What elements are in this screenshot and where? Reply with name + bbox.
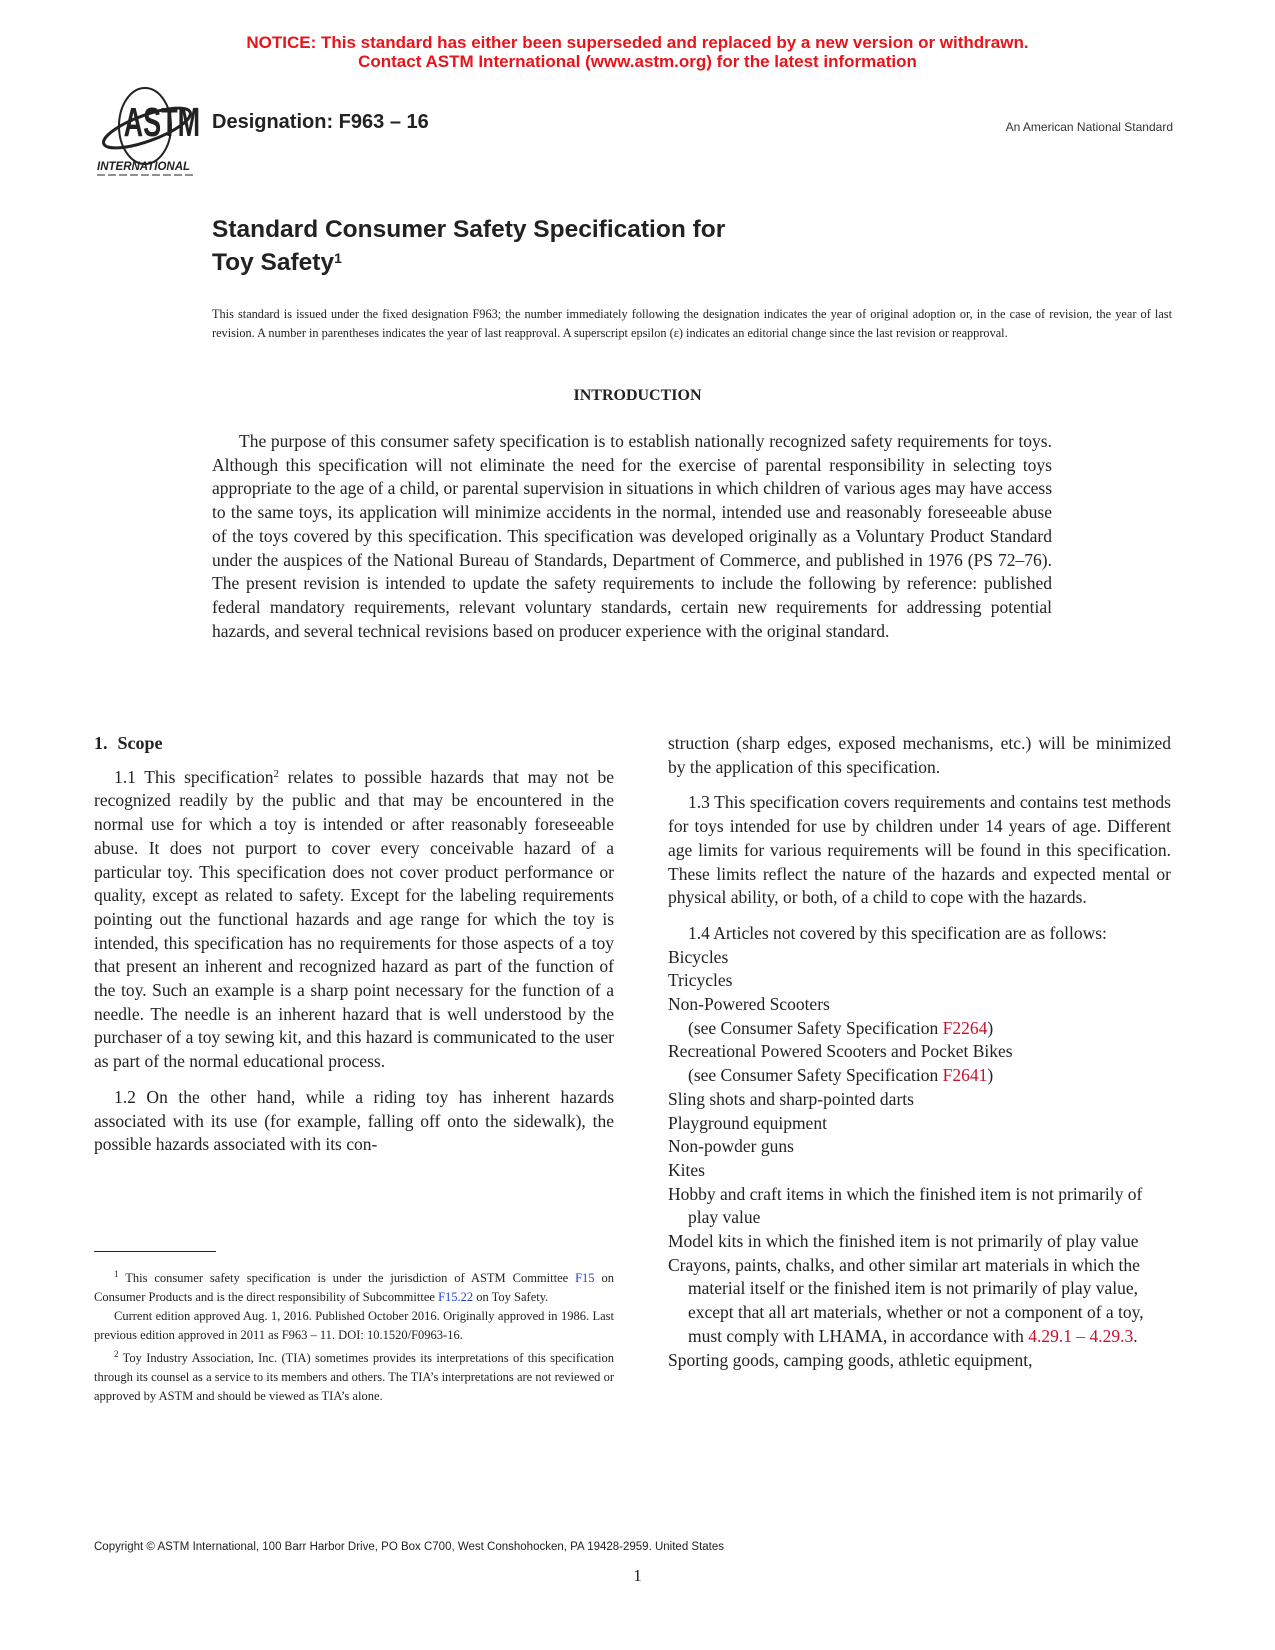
list-item: Model kits in which the finished item is not primarily of play value <box>668 1231 1139 1252</box>
copyright-notice: Copyright © ASTM International, 100 Barr Harbor Drive, PO Box C700, West Conshohocken, PA 19428-2959. United States <box>94 1541 725 1553</box>
page-number: 1 <box>633 1566 642 1585</box>
excluded-articles-list <box>668 946 1171 1373</box>
section-heading-scope: 1. Scope <box>94 733 163 753</box>
supersession-notice <box>0 33 1275 71</box>
footnote-2-mark[interactable]: 2 <box>273 767 279 780</box>
paragraph-1-2: 1.2 On the other hand, while a riding toy has inherent hazards associated with its use (for example, falling off onto the sidewalk), the possible hazards associated with its con- <box>94 1086 614 1155</box>
reference-link[interactable]: 4.29.1 – 4.29.3 <box>1028 1325 1134 1346</box>
list-item: Hobby and craft items in which the finished item is not primarily of play value <box>668 1183 1143 1228</box>
paragraph-1-3: 1.3 This specification covers requirements and contains test methods for toys intended for use by children under 14 years of age. Different age limits for various requirements will be found in this specification. These limits reflect the nature of the hazards and expected mental or physical ability, or both, of a child to cope with the hazards. <box>668 792 1171 908</box>
reference-link[interactable]: F2641 <box>942 1065 988 1086</box>
title-line-2: Toy Safety$^1$ <box>212 249 342 276</box>
introduction-body <box>212 430 1052 643</box>
title-line-1: Standard Consumer Safety Specification for <box>212 216 726 243</box>
footnotes <box>94 1265 614 1406</box>
footnote-divider <box>94 1251 216 1252</box>
edition-note: Current edition approved Aug. 1, 2016. Published October 2016. Originally approved in 1986. Last previous edition approved in 2011 as F963 – 11. DOI: 10.1520/F0963-16. <box>94 1309 614 1343</box>
notice-line-2: Contact ASTM International (www.astm.org) for the latest information <box>358 52 917 71</box>
list-item: Non-powder guns <box>668 1136 794 1157</box>
notice-line-1: NOTICE: This standard has either been superseded and replaced by a new version or withdrawn. <box>246 33 1029 52</box>
introduction-paragraph: The purpose of this consumer safety specification is to establish nationally recognized safety requirements for toys. Although this specification will not eliminate the need for the exercise of parental responsibility in selecting toys appropriate to the age of a child, or parental supervision in situations in which children of various ages may have access to the same toys, its application will minimize accidents in the normal, intended use and reasonably foreseeable abuse of the toys covered by this specification. This specification was developed originally as a Voluntary Product Standard under the auspices of the National Bureau of Standards, Department of Commerce, and published in 1976 (PS 72–76). The present revision is intended to update the safety requirements to include the following by reference: published federal mandatory requirements, relevant voluntary standards, certain new requirements for addressing potential hazards, and several technical revisions based on producer experience with the original standard. <box>212 431 1052 641</box>
list-item: Bicycles <box>668 946 729 967</box>
footnote-1: $^1$ This consumer safety specification is under the jurisdiction of ASTM Committee F15 on Consumer Products and is the direct responsibility of Subcommittee F15.22 on Toy Safety. <box>94 1269 615 1305</box>
paragraph-1-1: 1.1 This specification$^2$ relates to possible hazards that may not be recognized readily by the public and that may be encountered in the normal use for which a toy is intended or after reasonably foreseeable abuse. It does not purport to cover every conceivable hazard of a particular toy. This specification does not cover product performance or quality, except as related to safety. Except for the labeling requirements pointing out the functional hazards and age range for which the toy is intended, this specification has no requirements for those aspects of a toy that present an inherent and recognized hazard as part of the function of the toy. Such an example is a sharp point necessary for the function of a needle. The needle is an inherent hazard that is well understood by the purchaser of a toy sewing kit, and this hazard is communicated to the user as part of the normal educational process. <box>94 766 614 1072</box>
list-item: Tricycles <box>668 970 733 991</box>
issuance-note: This standard is issued under the fixed designation F963; the number immediately following the designation indicates the year of original adoption or, in the case of revision, the year of last revision. A number in parentheses indicates the year of last reapproval. A superscript epsilon (ε) indicates an editorial change since the last revision or reapproval. <box>212 307 1172 340</box>
reference-link[interactable]: F2264 <box>942 1017 988 1038</box>
list-item: Non-Powered Scooters <box>668 994 830 1015</box>
link-f15[interactable]: F15 <box>575 1271 595 1286</box>
list-item: Sling shots and sharp-pointed darts <box>668 1088 914 1109</box>
list-item: (see Consumer Safety Specification F2641) <box>688 1065 994 1086</box>
list-item: Kites <box>668 1159 705 1180</box>
list-item: Sporting goods, camping goods, athletic equipment, <box>668 1349 1033 1370</box>
list-item: (see Consumer Safety Specification F2264) <box>688 1017 994 1038</box>
right-column <box>668 732 1171 1372</box>
list-item: Crayons, paints, chalks, and other similar art materials in which the material itself or the finished item is not primarily of play value, except that all art materials, whether or not a component of a toy, must comply with LHAMA, in accordance with 4.29.1 – 4.29.3. <box>668 1254 1144 1346</box>
paragraph-1-2-continued: struction (sharp edges, exposed mechanisms, etc.) will be minimized by the application of this specification. <box>668 733 1171 777</box>
left-column <box>94 732 614 1169</box>
list-item: Recreational Powered Scooters and Pocket Bikes <box>668 1041 1013 1062</box>
svg-text:INTERNATIONAL: INTERNATIONAL <box>97 161 191 173</box>
svg-text:ASTM: ASTM <box>123 100 201 146</box>
designation: Designation: F963 – 16 <box>212 111 429 133</box>
astm-logo-icon <box>93 86 201 178</box>
footnote-2: $^2$ Toy Industry Association, Inc. (TIA) sometimes provides its interpretations of this specification through its counsel as a service to its members and others. The TIA’s interpretations are not reviewed or approved by ASTM and should be viewed as TIA’s alone. <box>94 1349 614 1404</box>
paragraph-1-4-intro: 1.4 Articles not covered by this specification are as follows: <box>688 922 1107 943</box>
link-f15-22[interactable]: F15.22 <box>438 1290 474 1305</box>
american-national-standard-label: An American National Standard <box>1005 120 1173 134</box>
introduction-heading: INTRODUCTION <box>573 387 702 404</box>
title-footnote-mark[interactable]: 1 <box>334 250 342 266</box>
list-item: Playground equipment <box>668 1112 827 1133</box>
document-title <box>212 213 725 279</box>
